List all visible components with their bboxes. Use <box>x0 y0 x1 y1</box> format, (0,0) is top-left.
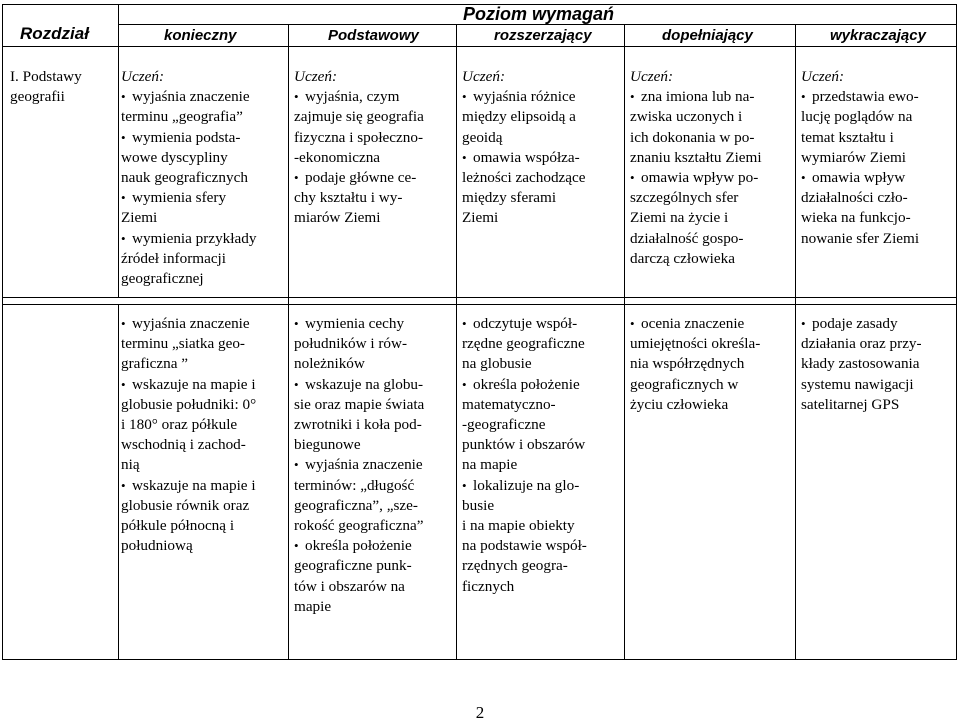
cell-r2-wykraczajacy <box>801 314 922 415</box>
item-continuation <box>294 208 424 228</box>
section-divider-top <box>2 297 957 298</box>
line-text: terminu „siatka geo- <box>121 335 245 353</box>
line-text: terminów: „długość <box>294 476 415 494</box>
line-text: półkule północną i <box>121 517 235 535</box>
item-continuation <box>801 208 919 228</box>
bullet-icon: • <box>462 477 467 493</box>
item-continuation <box>630 188 762 208</box>
line-text: odczytuje współ- <box>473 315 578 332</box>
bullet-icon: • <box>294 89 299 105</box>
item-continuation <box>801 107 919 127</box>
line-text: umiejętności określa- <box>630 335 761 353</box>
item-continuation <box>462 188 586 208</box>
line-text: rokość geograficzna” <box>294 517 424 535</box>
item-continuation <box>294 415 424 435</box>
item-continuation <box>462 496 587 516</box>
item-continuation <box>121 415 256 435</box>
item-continuation <box>462 208 586 228</box>
item-continuation <box>630 375 760 395</box>
line-text: działania oraz przy- <box>801 335 922 353</box>
bullet-icon: • <box>121 190 126 206</box>
cell-r1-wykraczajacy <box>801 67 919 249</box>
bullet-item <box>462 148 586 168</box>
item-continuation <box>801 395 922 415</box>
line-text: Uczeń: <box>121 68 165 85</box>
line-text: wymiarów Ziemi <box>801 148 907 166</box>
item-continuation <box>121 148 256 168</box>
bullet-icon: • <box>121 316 126 331</box>
uczen-label <box>121 67 256 87</box>
item-continuation <box>294 148 424 168</box>
line-text: podaje główne ce- <box>305 169 417 187</box>
item-continuation <box>294 496 424 516</box>
item-continuation <box>294 597 424 617</box>
item-continuation <box>462 435 587 455</box>
line-text: temat kształtu i <box>801 128 894 146</box>
bullet-item <box>294 536 424 556</box>
item-continuation <box>462 455 587 475</box>
item-continuation <box>462 354 587 374</box>
line-text: ocenia znaczenie <box>641 315 745 332</box>
item-continuation <box>462 556 587 576</box>
item-continuation <box>121 208 256 228</box>
bullet-item <box>462 476 587 496</box>
bullet-item <box>294 168 424 188</box>
line-text: na mapie <box>462 456 518 474</box>
cell-r1-konieczny <box>121 67 256 289</box>
line-text: zajmuje się geografia <box>294 108 424 126</box>
col-divider-1 <box>118 4 119 297</box>
line-text: nauk geograficznych <box>121 169 248 187</box>
line-text: wowe dyscypliny <box>121 148 228 166</box>
bullet-item <box>801 314 922 334</box>
cell-r1-rozszerzajacy <box>462 67 586 229</box>
item-continuation <box>630 128 762 148</box>
item-continuation <box>801 128 919 148</box>
line-text: zwiska uczonych i <box>630 108 743 126</box>
bullet-item <box>801 168 919 188</box>
line-text: i na mapie obiekty <box>462 517 575 535</box>
poziom-wymagan-header: Poziom wymagań <box>463 4 615 24</box>
line-text: wyjaśnia znaczenie <box>305 456 423 474</box>
item-continuation <box>121 334 256 354</box>
bullet-item <box>462 375 587 395</box>
line-text: określa położenie <box>305 537 412 555</box>
line-text: działalność gospo- <box>630 229 744 247</box>
bullet-icon: • <box>801 170 806 186</box>
line-text: wymienia przykłady <box>132 229 257 247</box>
line-text: globusie południki: 0° <box>121 395 257 413</box>
line-text: lucję poglądów na <box>801 108 913 126</box>
bullet-item <box>121 128 256 148</box>
bullet-item <box>121 375 256 395</box>
bullet-icon: • <box>630 170 635 186</box>
page-number: 2 <box>475 703 485 722</box>
line-text: wskazuje na mapie i <box>132 375 256 393</box>
bullet-icon: • <box>121 376 126 392</box>
level-dopelniajacy: dopełniający <box>662 27 753 44</box>
line-text: omawia współza- <box>473 148 580 166</box>
item-continuation <box>121 107 256 127</box>
item-continuation <box>801 354 922 374</box>
line-text: ficznych <box>462 577 515 595</box>
bullet-icon: • <box>294 457 299 473</box>
cell-r1-podstawowy <box>294 67 424 229</box>
section-label <box>10 67 82 107</box>
bullet-icon: • <box>294 316 299 331</box>
line-text: geograficzne punk- <box>294 557 412 575</box>
cell-r1-dopelniajacy <box>630 67 762 269</box>
item-continuation <box>294 334 424 354</box>
bullet-item <box>630 87 762 107</box>
item-continuation <box>462 395 587 415</box>
bullet-icon: • <box>630 89 635 105</box>
line-text: nowanie sfer Ziemi <box>801 229 920 247</box>
item-continuation <box>462 415 587 435</box>
bullet-item <box>630 314 760 334</box>
item-continuation <box>630 354 760 374</box>
item-continuation <box>630 148 762 168</box>
line-text: darczą człowieka <box>630 249 735 267</box>
line-text: wyjaśnia znaczenie <box>132 315 250 332</box>
uczen-label <box>294 67 424 87</box>
item-continuation <box>801 148 919 168</box>
line-text: wskazuje na mapie i <box>132 476 256 494</box>
bullet-icon: • <box>462 376 467 392</box>
bullet-item <box>462 87 586 107</box>
bullet-icon: • <box>121 477 126 493</box>
cell-r2-konieczny <box>121 314 256 556</box>
bullet-item <box>294 375 424 395</box>
bullet-item <box>121 229 256 249</box>
line-text: geograficzna”, „sze- <box>294 496 418 514</box>
line-text: punktów i obszarów <box>462 436 586 454</box>
item-continuation <box>121 249 256 269</box>
bullet-item <box>121 476 256 496</box>
line-text: sie oraz mapie świata <box>294 395 425 413</box>
line-text: miarów Ziemi <box>294 209 381 227</box>
line-text: południową <box>121 537 193 555</box>
bullet-icon: • <box>462 89 467 105</box>
line-text: wyjaśnia różnice <box>473 88 576 106</box>
header-bottom-rule <box>2 46 957 47</box>
line-text: przedstawia ewo- <box>812 88 919 106</box>
line-text: zwrotniki i koła pod- <box>294 416 422 434</box>
bullet-item <box>294 314 424 334</box>
item-continuation <box>121 168 256 188</box>
line-text: określa położenie <box>473 375 580 393</box>
line-text: podaje zasady <box>812 315 898 332</box>
line-text: nia współrzędnych <box>630 355 745 373</box>
line-text: zna imiona lub na- <box>641 88 755 106</box>
line-text: wymienia cechy <box>305 315 405 332</box>
line-text: wyjaśnia, czym <box>305 88 400 106</box>
line-text: geograficznej <box>121 270 204 288</box>
level-rozszerzajacy: rozszerzający <box>494 27 592 44</box>
item-continuation <box>294 354 424 374</box>
item-continuation <box>121 354 256 374</box>
bullet-item <box>294 455 424 475</box>
item-continuation <box>801 188 919 208</box>
bullet-item <box>630 168 762 188</box>
line-text: wskazuje na globu- <box>305 375 424 393</box>
item-continuation <box>121 455 256 475</box>
line-text: matematyczno- <box>462 395 556 413</box>
col-divider-2 <box>288 24 289 660</box>
item-continuation <box>121 395 256 415</box>
line-text: mapie <box>294 597 332 615</box>
line-text: chy kształtu i wy- <box>294 189 403 207</box>
bullet-item <box>801 87 919 107</box>
bullet-icon: • <box>630 316 635 331</box>
level-wykraczajacy: wykraczający <box>830 27 926 44</box>
line-text: geograficznych w <box>630 375 739 393</box>
bullet-item <box>121 188 256 208</box>
item-continuation <box>294 476 424 496</box>
line-text: na podstawie współ- <box>462 537 587 555</box>
bullet-icon: • <box>121 89 126 105</box>
line-text: rzędnych geogra- <box>462 557 568 575</box>
line-text: ich dokonania w po- <box>630 128 755 146</box>
line-text: busie <box>462 496 495 514</box>
line-text: nią <box>121 456 140 474</box>
line-text: na globusie <box>462 355 532 373</box>
bullet-icon: • <box>121 230 126 246</box>
level-konieczny: konieczny <box>164 27 237 44</box>
line-text: między elipsoidą a <box>462 108 576 126</box>
line-text: satelitarnej GPS <box>801 395 900 413</box>
bullet-icon: • <box>294 538 299 554</box>
line-text: rzędne geograficzne <box>462 335 585 353</box>
line-text: terminu „geografia” <box>121 108 243 126</box>
item-continuation <box>801 229 919 249</box>
section-divider-bottom <box>2 304 957 305</box>
line-text: działalności czło- <box>801 189 908 207</box>
col-divider-1b <box>118 304 119 660</box>
item-continuation <box>462 577 587 597</box>
line-text: Uczeń: <box>462 68 506 85</box>
line-text: lokalizuje na glo- <box>473 476 580 494</box>
line-text: znaniu kształtu Ziemi <box>630 148 762 166</box>
bullet-icon: • <box>462 149 467 165</box>
item-continuation <box>294 395 424 415</box>
item-continuation <box>801 334 922 354</box>
line-text: Ziemi <box>121 209 158 227</box>
bullet-icon: • <box>462 316 467 331</box>
item-continuation <box>462 128 586 148</box>
line-text: kłady zastosowania <box>801 355 920 373</box>
item-continuation <box>121 269 256 289</box>
item-continuation <box>462 107 586 127</box>
line-text: Uczeń: <box>630 68 674 85</box>
line-text: wschodnią i zachod- <box>121 436 246 454</box>
item-continuation <box>630 249 762 269</box>
uczen-label <box>630 67 762 87</box>
item-continuation <box>121 435 256 455</box>
col-divider-5 <box>795 24 796 660</box>
uczen-label <box>462 67 586 87</box>
uczen-label <box>801 67 919 87</box>
bullet-item <box>121 87 256 107</box>
bullet-item <box>462 314 587 334</box>
bullet-icon: • <box>121 129 126 145</box>
item-continuation <box>630 229 762 249</box>
bullet-icon: • <box>294 170 299 186</box>
line-text: Ziemi <box>462 209 499 227</box>
line-text: omawia wpływ po- <box>641 169 759 187</box>
line-text: i 180° oraz półkule <box>121 416 238 434</box>
item-continuation <box>121 516 256 536</box>
line-text: -ekonomiczna <box>294 148 381 166</box>
line-text: noleżników <box>294 355 365 373</box>
item-continuation <box>294 107 424 127</box>
bullet-icon: • <box>801 316 806 331</box>
item-continuation <box>294 516 424 536</box>
item-continuation <box>294 188 424 208</box>
cell-r2-rozszerzajacy <box>462 314 587 597</box>
item-continuation <box>294 435 424 455</box>
line-text: geoidą <box>462 128 503 146</box>
col-divider-4 <box>624 24 625 660</box>
section-label-line: geografii <box>10 88 65 106</box>
item-continuation <box>294 128 424 148</box>
line-text: życiu człowieka <box>630 395 729 413</box>
bullet-icon: • <box>294 376 299 392</box>
line-text: źródeł informacji <box>121 249 226 267</box>
line-text: Ziemi na życie i <box>630 209 729 227</box>
line-text: graficzna ” <box>121 355 189 373</box>
line-text: wieka na funkcjo- <box>801 209 911 227</box>
line-text: -geograficzne <box>462 416 546 434</box>
bullet-item <box>121 314 256 334</box>
line-text: Uczeń: <box>294 68 338 85</box>
line-text: między sferami <box>462 189 557 207</box>
rozdzial-header: Rozdział <box>20 24 89 43</box>
item-continuation <box>121 496 256 516</box>
line-text: wymienia sfery <box>132 189 227 207</box>
line-text: globusie równik oraz <box>121 496 250 514</box>
line-text: Uczeń: <box>801 68 845 85</box>
item-continuation <box>801 375 922 395</box>
item-continuation <box>121 536 256 556</box>
item-continuation <box>630 395 760 415</box>
section-label-line: I. Podstawy <box>10 68 82 85</box>
cell-r2-podstawowy <box>294 314 424 617</box>
col-divider-3 <box>456 24 457 660</box>
item-continuation <box>630 208 762 228</box>
item-continuation <box>630 334 760 354</box>
item-continuation <box>462 516 587 536</box>
item-continuation <box>462 536 587 556</box>
line-text: wymienia podsta- <box>132 128 241 146</box>
item-continuation <box>294 556 424 576</box>
level-podstawowy: Podstawowy <box>328 27 419 44</box>
line-text: leżności zachodzące <box>462 169 586 187</box>
line-text: południków i rów- <box>294 335 408 353</box>
line-text: wyjaśnia znaczenie <box>132 88 250 106</box>
bullet-icon: • <box>801 89 806 105</box>
line-text: systemu nawigacji <box>801 375 914 393</box>
item-continuation <box>462 168 586 188</box>
line-text: tów i obszarów na <box>294 577 405 595</box>
item-continuation <box>630 107 762 127</box>
item-continuation <box>294 577 424 597</box>
bullet-item <box>294 87 424 107</box>
line-text: biegunowe <box>294 436 361 454</box>
line-text: omawia wpływ <box>812 169 906 187</box>
cell-r2-dopelniajacy <box>630 314 760 415</box>
line-text: szczególnych sfer <box>630 189 739 207</box>
line-text: fizyczna i społeczno- <box>294 128 424 146</box>
item-continuation <box>462 334 587 354</box>
